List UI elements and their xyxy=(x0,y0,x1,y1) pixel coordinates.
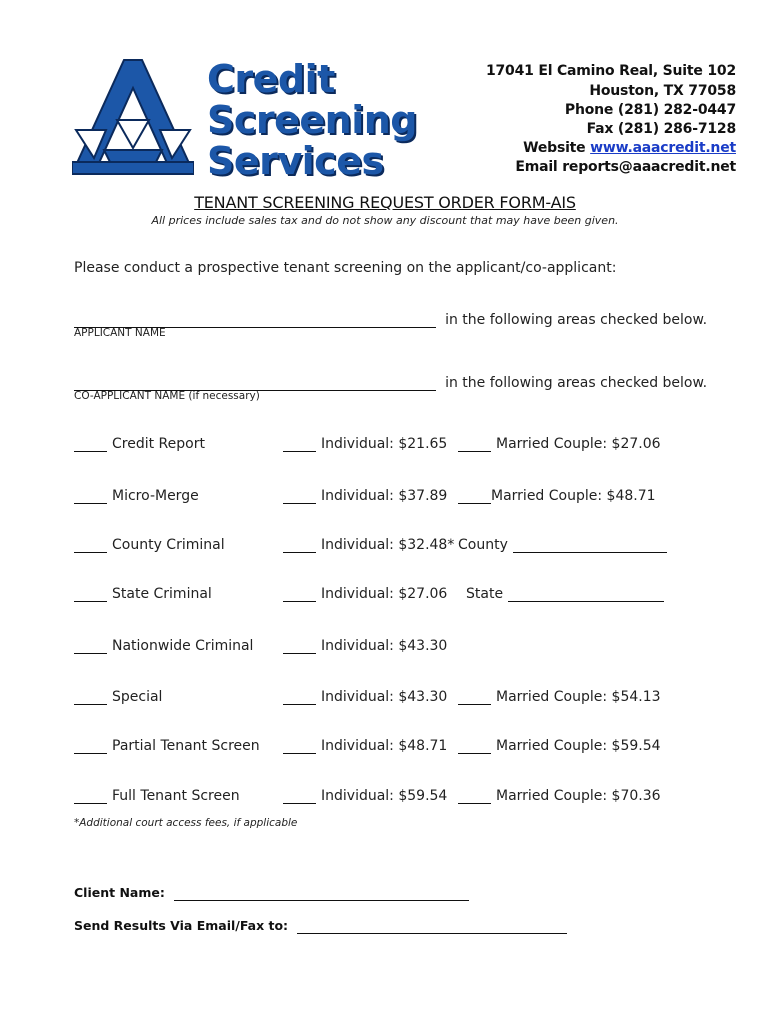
service-checkbox-blank[interactable] xyxy=(74,538,107,553)
married-checkbox-blank[interactable] xyxy=(458,789,491,804)
individual-price-cell xyxy=(283,436,447,452)
married-price: Married Couple: $54.13 xyxy=(496,689,661,705)
address-phone: Phone (281) 282-0447 xyxy=(564,102,736,118)
individual-price: Individual: $59.54 xyxy=(321,788,448,804)
service-checkbox-blank[interactable] xyxy=(74,690,107,705)
service-checkbox-blank[interactable] xyxy=(74,639,107,654)
county-label: County xyxy=(458,537,508,553)
married-price: Married Couple: $48.71 xyxy=(491,488,656,504)
coapplicant-areas-text: in the following areas checked below. xyxy=(445,375,708,391)
individual-price: Individual: $21.65 xyxy=(321,436,448,452)
website-label: Website xyxy=(523,140,591,156)
address-street: 17041 El Camino Real, Suite 102 xyxy=(485,63,736,79)
service-checkbox-blank[interactable] xyxy=(74,739,107,754)
service-checkbox-blank[interactable] xyxy=(74,587,107,602)
married-price: Married Couple: $27.06 xyxy=(496,436,661,452)
individual-checkbox-blank[interactable] xyxy=(283,437,316,452)
individual-price-cell xyxy=(283,689,447,705)
individual-price: Individual: $43.30 xyxy=(321,689,448,705)
service-checkbox-blank[interactable] xyxy=(74,437,107,452)
client-name-label: Client Name: xyxy=(74,885,165,900)
service-name: Special xyxy=(112,689,163,705)
address-email: Email reports@aaacredit.net xyxy=(515,159,736,175)
individual-price: Individual: $43.30 xyxy=(321,638,448,654)
individual-checkbox-blank[interactable] xyxy=(283,739,316,754)
individual-price-cell xyxy=(283,488,447,504)
service-name: Credit Report xyxy=(112,436,205,452)
service-name-cell xyxy=(74,689,162,705)
logo-text-credit: Credit xyxy=(207,57,335,101)
service-name: Partial Tenant Screen xyxy=(112,738,260,754)
service-name: State Criminal xyxy=(112,586,212,602)
form-title: TENANT SCREENING REQUEST ORDER FORM-AIS xyxy=(194,193,576,212)
client-name-row xyxy=(74,882,469,901)
service-name-cell xyxy=(74,586,212,602)
individual-checkbox-blank[interactable] xyxy=(283,489,316,504)
individual-checkbox-blank[interactable] xyxy=(283,538,316,553)
married-price-cell xyxy=(458,488,656,504)
applicant-row xyxy=(74,309,707,328)
service-name: Micro-Merge xyxy=(112,488,199,504)
state-cell xyxy=(466,586,664,602)
service-checkbox-blank[interactable] xyxy=(74,489,107,504)
individual-checkbox-blank[interactable] xyxy=(283,789,316,804)
service-checkbox-blank[interactable] xyxy=(74,789,107,804)
footnote: *Additional court access fees, if applicable xyxy=(74,817,298,829)
service-name-cell xyxy=(74,537,225,553)
married-price: Married Couple: $70.36 xyxy=(496,788,661,804)
coapplicant-name-label: CO-APPLICANT NAME (if necessary) xyxy=(74,390,260,402)
married-checkbox-blank[interactable] xyxy=(458,739,491,754)
married-price-cell xyxy=(458,689,661,705)
married-price: Married Couple: $59.54 xyxy=(496,738,661,754)
address-city: Houston, TX 77058 xyxy=(589,83,736,99)
service-name: County Criminal xyxy=(112,537,225,553)
service-name-cell xyxy=(74,788,240,804)
individual-price-cell xyxy=(283,537,454,553)
married-checkbox-blank[interactable] xyxy=(458,489,491,504)
logo-text-screening: Screening xyxy=(207,98,418,142)
individual-checkbox-blank[interactable] xyxy=(283,587,316,602)
website-link[interactable]: www.aaacredit.net xyxy=(590,140,736,156)
individual-price-cell xyxy=(283,738,447,754)
service-name-cell xyxy=(74,436,205,452)
coapplicant-row xyxy=(74,372,707,391)
county-field[interactable] xyxy=(513,538,667,553)
individual-checkbox-blank[interactable] xyxy=(283,690,316,705)
individual-price: Individual: $37.89 xyxy=(321,488,448,504)
individual-price: Individual: $48.71 xyxy=(321,738,448,754)
married-price-cell xyxy=(458,788,661,804)
triple-a-logo-icon xyxy=(72,58,194,176)
married-price-cell xyxy=(458,738,661,754)
applicant-areas-text: in the following areas checked below. xyxy=(445,312,708,328)
logo-text-services: Services xyxy=(207,139,384,183)
state-label: State xyxy=(466,586,504,602)
send-results-row xyxy=(74,915,567,934)
form-subtitle: All prices include sales tax and do not show any discount that may have been given. xyxy=(151,214,619,227)
coapplicant-name-field[interactable] xyxy=(74,376,436,391)
married-checkbox-blank[interactable] xyxy=(458,437,491,452)
married-price-cell xyxy=(458,436,661,452)
address-fax: Fax (281) 286-7128 xyxy=(586,121,736,137)
service-name-cell xyxy=(74,638,253,654)
individual-price-cell xyxy=(283,586,447,602)
service-name: Nationwide Criminal xyxy=(112,638,254,654)
individual-price-cell xyxy=(283,638,447,654)
send-results-field[interactable] xyxy=(297,919,567,934)
client-name-field[interactable] xyxy=(174,886,469,901)
service-name-cell xyxy=(74,488,199,504)
county-cell xyxy=(458,537,667,553)
individual-price: Individual: $27.06 xyxy=(321,586,448,602)
service-name-cell xyxy=(74,738,260,754)
address-website xyxy=(523,140,736,156)
state-field[interactable] xyxy=(508,587,664,602)
service-name: Full Tenant Screen xyxy=(112,788,240,804)
individual-price-cell xyxy=(283,788,447,804)
applicant-name-label: APPLICANT NAME xyxy=(74,327,166,339)
individual-checkbox-blank[interactable] xyxy=(283,639,316,654)
send-results-label: Send Results Via Email/Fax to: xyxy=(74,918,289,933)
applicant-name-field[interactable] xyxy=(74,313,436,328)
intro-text: Please conduct a prospective tenant screening on the applicant/co-applicant: xyxy=(74,260,617,276)
individual-price: Individual: $32.48* xyxy=(321,537,455,553)
married-checkbox-blank[interactable] xyxy=(458,690,491,705)
